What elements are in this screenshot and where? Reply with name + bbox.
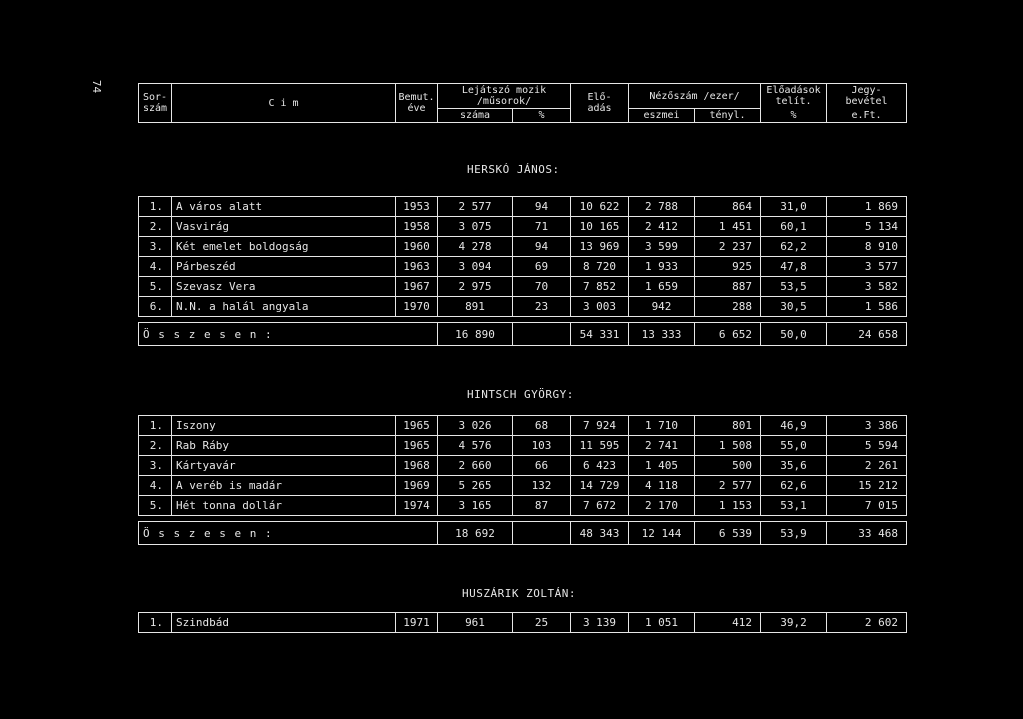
header-lejatszo: Lejátszó mozik /műsorok/: [438, 84, 571, 109]
table-cell: 3 386: [827, 416, 907, 436]
table-cell: 53,5: [761, 277, 827, 297]
table-cell: 2 741: [629, 436, 695, 456]
table-cell: 6 423: [571, 456, 629, 476]
table-cell: Hét tonna dollár: [172, 496, 396, 516]
header-tenyl: tényl.: [695, 109, 761, 123]
table-cell: 925: [695, 257, 761, 277]
table-cell: 1953: [396, 197, 438, 217]
table-cell: 15 212: [827, 476, 907, 496]
column-header-table: [138, 83, 907, 123]
header-eloadasok-pct: %: [761, 109, 827, 123]
table-cell: 1967: [396, 277, 438, 297]
table-cell: 69: [513, 257, 571, 277]
section-table-1: [138, 415, 907, 545]
total-cell: 6 539: [695, 522, 761, 545]
table-cell: 1.: [139, 197, 172, 217]
table-cell: 3 026: [438, 416, 513, 436]
total-cell: 48 343: [571, 522, 629, 545]
table-cell: 7 852: [571, 277, 629, 297]
table-row: [139, 277, 907, 297]
table-cell: 1 451: [695, 217, 761, 237]
total-cell: 53,9: [761, 522, 827, 545]
table-cell: 1963: [396, 257, 438, 277]
table-cell: Két emelet boldogság: [172, 237, 396, 257]
table-cell: 1969: [396, 476, 438, 496]
table-cell: 1 153: [695, 496, 761, 516]
page-number: 74: [90, 79, 104, 94]
table-cell: 10 622: [571, 197, 629, 217]
total-label: Ö s s z e s e n :: [139, 323, 438, 346]
table-cell: 801: [695, 416, 761, 436]
table-cell: 1974: [396, 496, 438, 516]
table-cell: 942: [629, 297, 695, 317]
table-cell: 3 165: [438, 496, 513, 516]
table-cell: 94: [513, 197, 571, 217]
table-cell: 47,8: [761, 257, 827, 277]
table-cell: 62,2: [761, 237, 827, 257]
section-table-2: [138, 612, 907, 633]
table-cell: 1960: [396, 237, 438, 257]
table-cell: 35,6: [761, 456, 827, 476]
table-cell: 4.: [139, 257, 172, 277]
table-cell: 25: [513, 613, 571, 633]
table-cell: 2 602: [827, 613, 907, 633]
table-cell: 288: [695, 297, 761, 317]
table-cell: 2 237: [695, 237, 761, 257]
table-row: [139, 436, 907, 456]
table-cell: 94: [513, 237, 571, 257]
header-sorszam: Sor- szám: [139, 84, 172, 123]
table-cell: 500: [695, 456, 761, 476]
table-cell: 887: [695, 277, 761, 297]
total-row: [139, 522, 907, 545]
table-cell: 10 165: [571, 217, 629, 237]
table-cell: 2 975: [438, 277, 513, 297]
table-row: [139, 237, 907, 257]
header-pct: %: [513, 109, 571, 123]
table-cell: Párbeszéd: [172, 257, 396, 277]
table-cell: Vasvirág: [172, 217, 396, 237]
total-row: [139, 323, 907, 346]
table-cell: 1 869: [827, 197, 907, 217]
table-cell: 1 508: [695, 436, 761, 456]
table-cell: 3 577: [827, 257, 907, 277]
table-cell: 1 710: [629, 416, 695, 436]
table-cell: 891: [438, 297, 513, 317]
table-cell: 1968: [396, 456, 438, 476]
table-cell: 1958: [396, 217, 438, 237]
table-cell: 1 405: [629, 456, 695, 476]
table-cell: 66: [513, 456, 571, 476]
table-cell: 70: [513, 277, 571, 297]
table-cell: 8 720: [571, 257, 629, 277]
total-cell: 6 652: [695, 323, 761, 346]
table-cell: 3 075: [438, 217, 513, 237]
table-cell: 4 278: [438, 237, 513, 257]
total-cell: 33 468: [827, 522, 907, 545]
table-cell: 103: [513, 436, 571, 456]
header-jegybevetel: Jegy- bevétel: [827, 84, 907, 109]
table-cell: 5.: [139, 277, 172, 297]
table-cell: 39,2: [761, 613, 827, 633]
table-cell: 961: [438, 613, 513, 633]
table-row: [139, 257, 907, 277]
table-cell: 13 969: [571, 237, 629, 257]
table-cell: 2 660: [438, 456, 513, 476]
header-bemut: Bemut. éve: [396, 84, 438, 123]
table-cell: 87: [513, 496, 571, 516]
table-row: [139, 197, 907, 217]
table-cell: 62,6: [761, 476, 827, 496]
header-szama: száma: [438, 109, 513, 123]
table-cell: 4.: [139, 476, 172, 496]
table-cell: 31,0: [761, 197, 827, 217]
header-eloadas: Elő- adás: [571, 84, 629, 123]
table-cell: 2 261: [827, 456, 907, 476]
table-cell: A város alatt: [172, 197, 396, 217]
table-row: [139, 297, 907, 317]
table-cell: 2 170: [629, 496, 695, 516]
table-cell: 68: [513, 416, 571, 436]
table-cell: 3.: [139, 456, 172, 476]
total-cell: 13 333: [629, 323, 695, 346]
table-cell: A veréb is madár: [172, 476, 396, 496]
table-cell: 2.: [139, 436, 172, 456]
table-cell: Iszony: [172, 416, 396, 436]
table-cell: 60,1: [761, 217, 827, 237]
header-eloadasok: Előadások telít.: [761, 84, 827, 109]
total-cell: 18 692: [438, 522, 513, 545]
section-table-0: [138, 196, 907, 346]
table-row: [139, 416, 907, 436]
table-cell: 1.: [139, 416, 172, 436]
header-cim: C i m: [172, 84, 396, 123]
table-cell: 23: [513, 297, 571, 317]
table-row: [139, 456, 907, 476]
header-nezoszam: Nézőszám /ezer/: [629, 84, 761, 109]
table-cell: 2 577: [438, 197, 513, 217]
total-cell: 16 890: [438, 323, 513, 346]
table-cell: 3 582: [827, 277, 907, 297]
table-cell: Szevasz Vera: [172, 277, 396, 297]
total-cell: 50,0: [761, 323, 827, 346]
table-cell: 1965: [396, 436, 438, 456]
table-cell: Kártyavár: [172, 456, 396, 476]
total-cell: 54 331: [571, 323, 629, 346]
table-cell: 7 924: [571, 416, 629, 436]
total-cell: 24 658: [827, 323, 907, 346]
table-cell: 1 659: [629, 277, 695, 297]
table-cell: N.N. a halál angyala: [172, 297, 396, 317]
table-row: [139, 217, 907, 237]
table-cell: 7 672: [571, 496, 629, 516]
table-cell: 1 933: [629, 257, 695, 277]
table-cell: 7 015: [827, 496, 907, 516]
table-cell: 2 577: [695, 476, 761, 496]
table-cell: 3 094: [438, 257, 513, 277]
table-cell: 1965: [396, 416, 438, 436]
section-title-hintsch: HINTSCH GYÖRGY:: [467, 388, 574, 401]
table-cell: 3 003: [571, 297, 629, 317]
table-cell: 1970: [396, 297, 438, 317]
table-cell: 4 118: [629, 476, 695, 496]
table-cell: 132: [513, 476, 571, 496]
table-cell: 3.: [139, 237, 172, 257]
total-label: Ö s s z e s e n :: [139, 522, 438, 545]
total-cell: [513, 522, 571, 545]
total-cell: 12 144: [629, 522, 695, 545]
table-cell: 53,1: [761, 496, 827, 516]
table-cell: 8 910: [827, 237, 907, 257]
table-cell: 71: [513, 217, 571, 237]
table-cell: 1 051: [629, 613, 695, 633]
table-cell: 5 594: [827, 436, 907, 456]
table-row: [139, 613, 907, 633]
section-title-huszarik: HUSZÁRIK ZOLTÁN:: [462, 587, 576, 600]
table-cell: 5 265: [438, 476, 513, 496]
table-cell: 3 599: [629, 237, 695, 257]
total-cell: [513, 323, 571, 346]
table-cell: 6.: [139, 297, 172, 317]
table-cell: 1.: [139, 613, 172, 633]
table-cell: 55,0: [761, 436, 827, 456]
table-cell: 864: [695, 197, 761, 217]
table-cell: 46,9: [761, 416, 827, 436]
table-cell: Szindbád: [172, 613, 396, 633]
table-cell: 5.: [139, 496, 172, 516]
table-cell: 412: [695, 613, 761, 633]
table-cell: 2 412: [629, 217, 695, 237]
table-cell: 1971: [396, 613, 438, 633]
table-cell: 1 586: [827, 297, 907, 317]
table-cell: 2 788: [629, 197, 695, 217]
table-cell: 2.: [139, 217, 172, 237]
section-title-hersko: HERSKÓ JÁNOS:: [467, 163, 560, 176]
table-cell: 3 139: [571, 613, 629, 633]
header-eft: e.Ft.: [827, 109, 907, 123]
header-eszmei: eszmei: [629, 109, 695, 123]
table-cell: Rab Ráby: [172, 436, 396, 456]
table-row: [139, 496, 907, 516]
table-cell: 5 134: [827, 217, 907, 237]
table-cell: 4 576: [438, 436, 513, 456]
table-cell: 11 595: [571, 436, 629, 456]
table-cell: 30,5: [761, 297, 827, 317]
table-row: [139, 476, 907, 496]
table-cell: 14 729: [571, 476, 629, 496]
